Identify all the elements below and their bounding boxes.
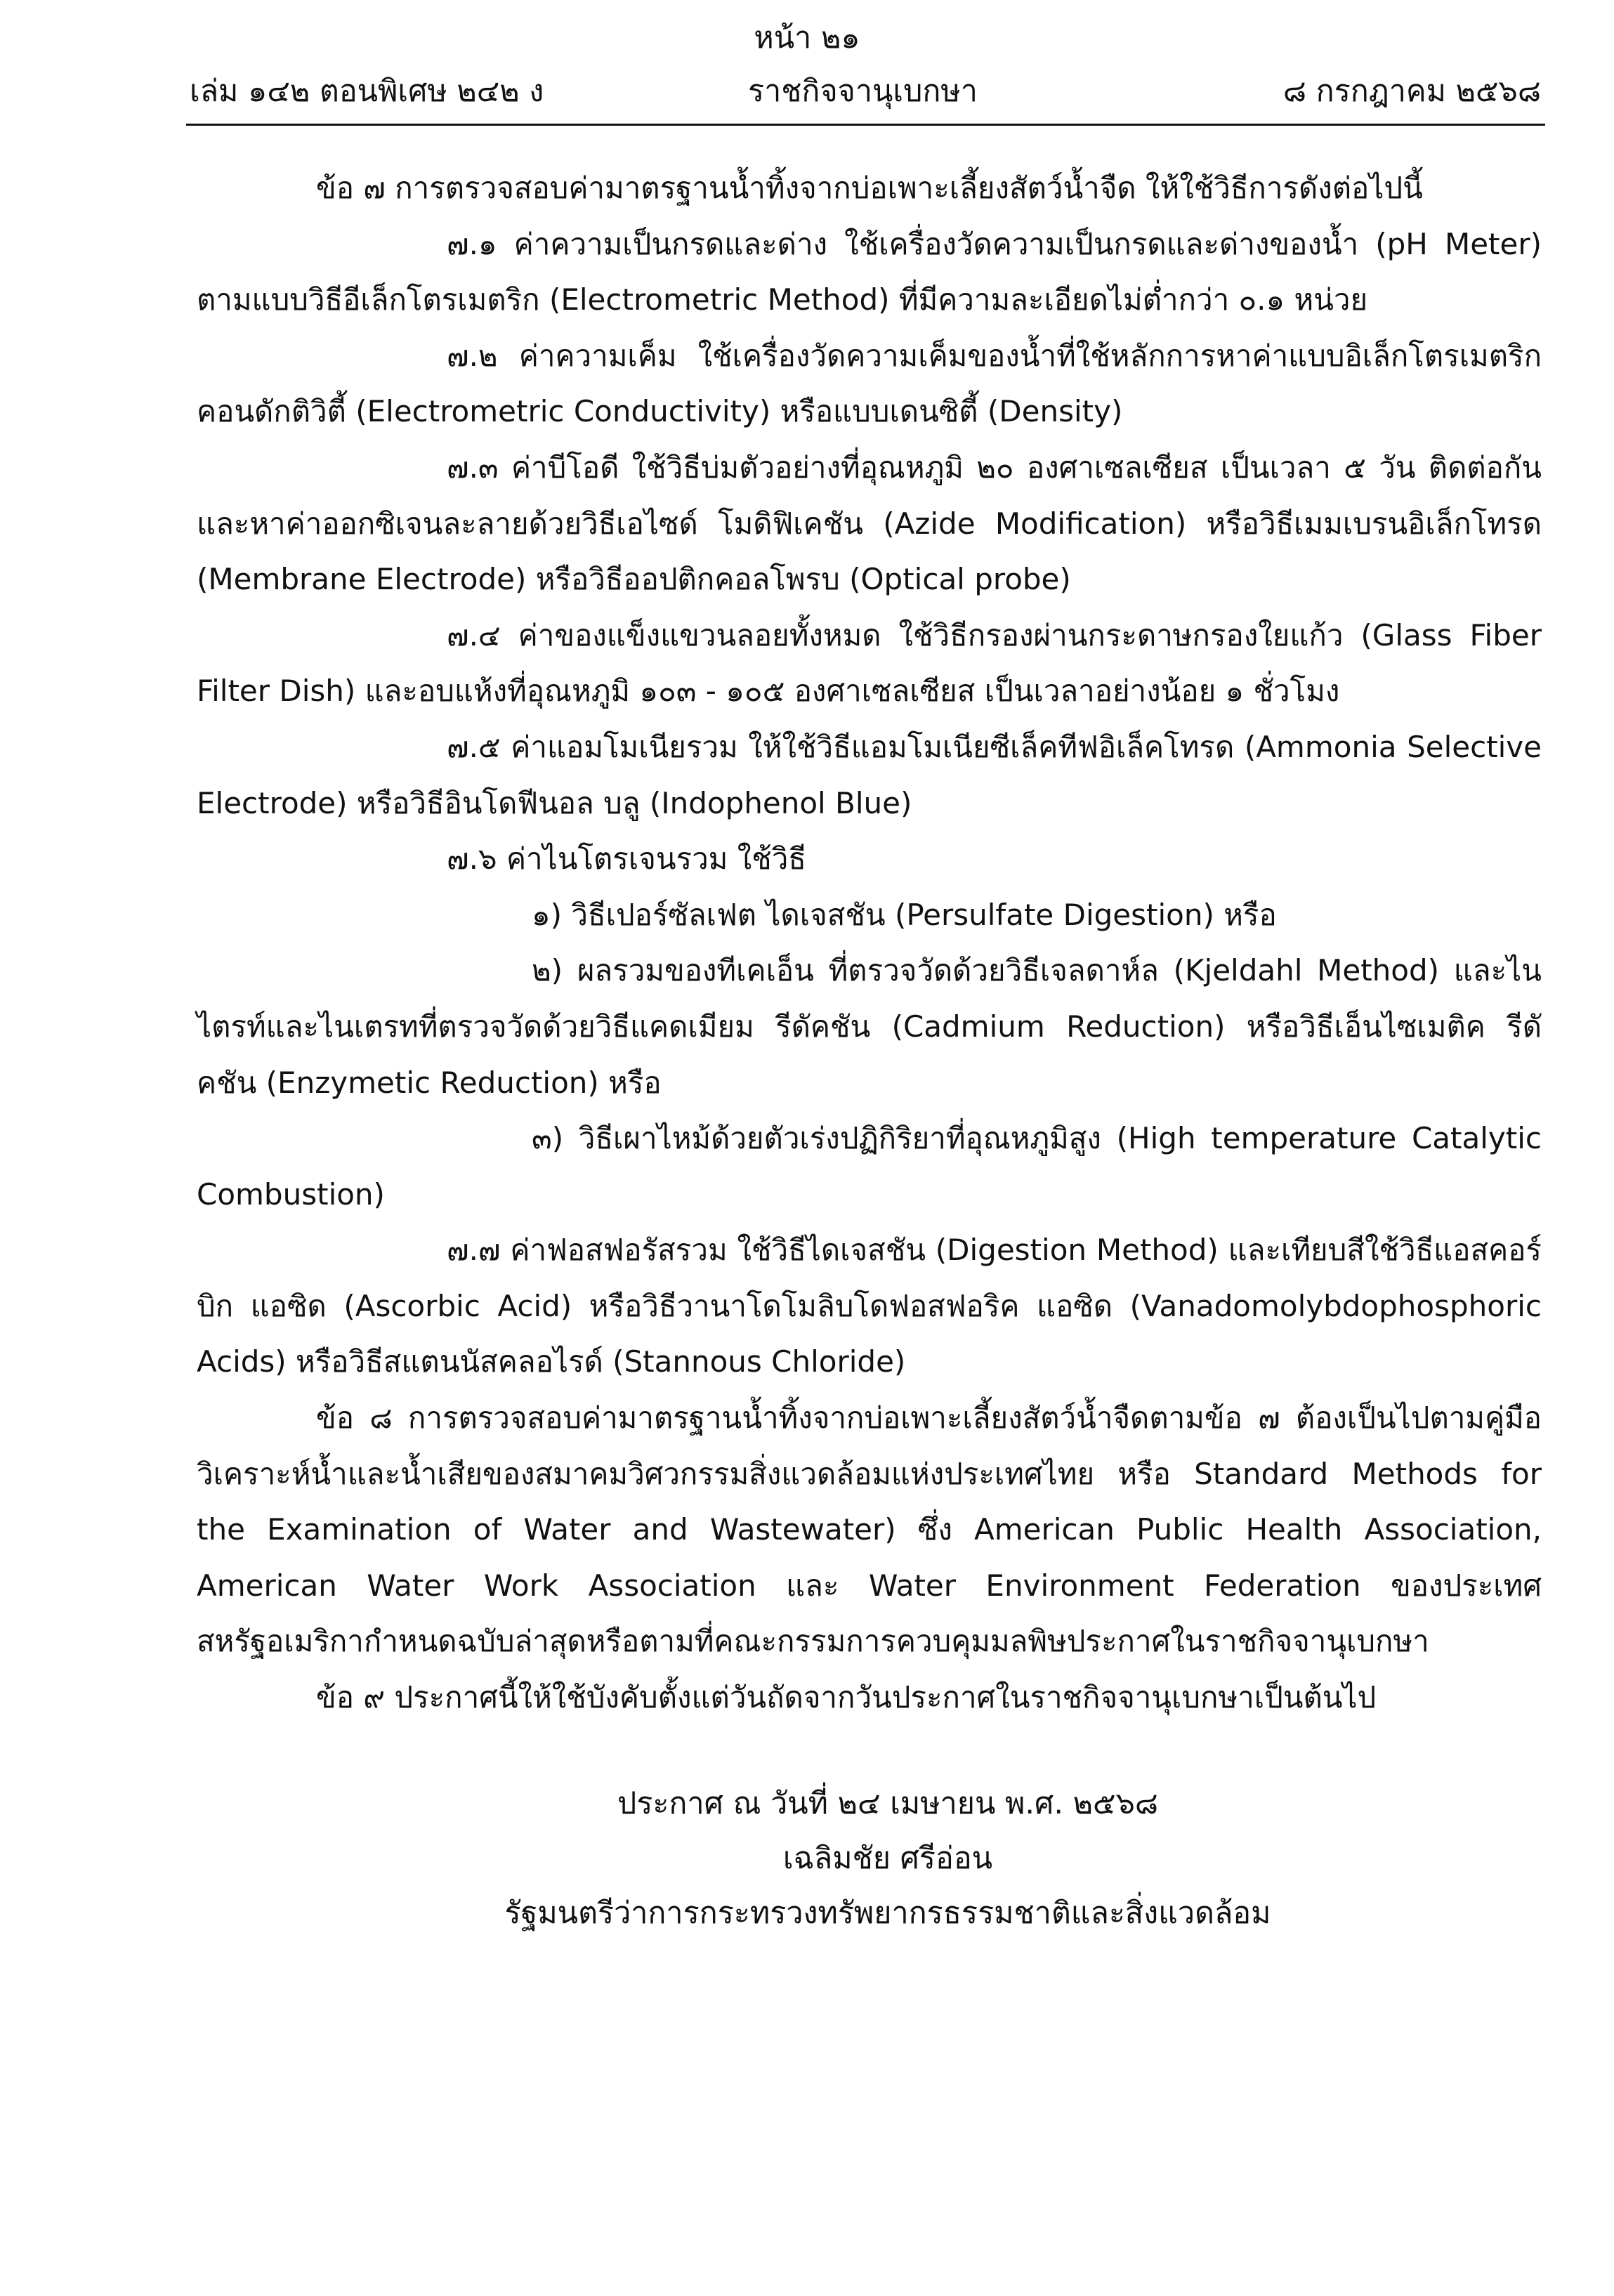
clause-7-1: ๗.๑ ค่าความเป็นกรดและด่าง ใช้เครื่องวัดความเป็นกรดและด่างของน้ำ (pH Meter) ตามแบบวิธีอีเล็กโตรเมตริก (Electrometric Method) ที่มีความละเอียดไม่ต่ำกว่า ๐.๑ หน่วย	[197, 226, 1542, 317]
clause-7-6: ๗.๖ ค่าไนโตรเจนรวม ใช้วิธี	[447, 841, 806, 877]
signatory-name: เฉลิมชัย ศรีอ่อน	[782, 1841, 993, 1876]
publication-date: ๘ กรกฎาคม ๒๕๖๘	[1282, 74, 1541, 109]
volume-issue: เล่ม ๑๔๒ ตอนพิเศษ ๒๔๒ ง	[190, 74, 544, 109]
page-number: หน้า ๒๑	[754, 20, 860, 55]
signatory-title: รัฐมนตรีว่าการกระทรวงทรัพยากรธรรมชาติและสิ่งแวดล้อม	[504, 1896, 1271, 1931]
clause-7-5: ๗.๕ ค่าแอมโมเนียรวม ให้ใช้วิธีแอมโมเนียซีเล็คทีฟอิเล็คโทรด (Ammonia Selective Electrode) หรือวิธีอินโดฟีนอล บลู (Indophenol Blue)	[197, 729, 1542, 820]
clause-7-6-item-3: ๓) วิธีเผาไหม้ด้วยตัวเร่งปฏิกิริยาที่อุณหภูมิสูง (High temperature Catalytic Combustion)	[197, 1121, 1542, 1212]
clause-7-7: ๗.๗ ค่าฟอสฟอรัสรวม ใช้วิธีไดเจสชัน (Digestion Method) และเทียบสีใช้วิธีแอสคอร์บิก แอซิด (Ascorbic Acid) หรือวิธีวานาโดโมลิบโดฟอสฟอริค แอซิด (Vanadomolybdophosphoric Acids) หรือวิธีสแตนนัสคลอไรด์ (Stannous Chloride)	[197, 1233, 1542, 1379]
clause-7-6-item-1: ๑) วิธีเปอร์ซัลเฟต ไดเจสชัน (Persulfate Digestion) หรือ	[532, 897, 1277, 932]
clause-8: ข้อ ๘ การตรวจสอบค่ามาตรฐานน้ำทิ้งจากบ่อเพาะเลี้ยงสัตว์น้ำจืดตามข้อ ๗ ต้องเป็นไปตามคู่มือวิเคราะห์น้ำและน้ำเสียของสมาคมวิศวกรรมสิ่งแวดล้อมแห่งประเทศไทย หรือ Standard Methods for the Examination of Water and Wastewater) ซึ่ง American Public Health Association, American Water Work Association และ Water Environment Federation ของประเทศสหรัฐอเมริกากำหนดฉบับล่าสุดหรือตามที่คณะกรรมการควบคุมมลพิษประกาศในราชกิจจานุเบกษา	[197, 1400, 1542, 1659]
clause-7: ข้อ ๗ การตรวจสอบค่ามาตรฐานน้ำทิ้งจากบ่อเพาะเลี้ยงสัตว์น้ำจืด ให้ใช้วิธีการดังต่อไปนี้	[316, 171, 1423, 205]
clause-7-4: ๗.๔ ค่าของแข็งแขวนลอยทั้งหมด ใช้วิธีกรองผ่านกระดาษกรองใยแก้ว (Glass Fiber Filter Dish) และอบแห้งที่อุณหภูมิ ๑๐๓ - ๑๐๕ องศาเซลเซียส เป็นเวลาอย่างน้อย ๑ ชั่วโมง	[197, 617, 1542, 709]
clause-7-3: ๗.๓ ค่าบีโอดี ใช้วิธีบ่มตัวอย่างที่อุณหภูมิ ๒๐ องศาเซลเซียส เป็นเวลา ๕ วัน ติดต่อกัน และหาค่าออกซิเจนละลายด้วยวิธีเอไซด์ โมดิฟิเคชัน (Azide Modification) หรือวิธีเมมเบรนอิเล็กโทรด (Membrane Electrode) หรือวิธีออปติกคอลโพรบ (Optical probe)	[197, 450, 1542, 597]
clause-7-2: ๗.๒ ค่าความเค็ม ใช้เครื่องวัดความเค็มของน้ำที่ใช้หลักการหาค่าแบบอิเล็กโตรเมตริก คอนดักติวิตี้ (Electrometric Conductivity) หรือแบบเดนซิตี้ (Density)	[197, 338, 1542, 429]
document-body	[197, 160, 1542, 1726]
clause-7-6-item-2: ๒) ผลรวมของทีเคเอ็น ที่ตรวจวัดด้วยวิธีเจลดาห์ล (Kjeldahl Method) และไนไตรท์และไนเตรทที่ตรวจวัดด้วยวิธีแคดเมียม รีดัคชัน (Cadmium Reduction) หรือวิธีเอ็นไซเมติค รีดัคชัน (Enzymetic Reduction) หรือ	[197, 953, 1542, 1100]
publication-name: ราชกิจจานุเบกษา	[748, 74, 978, 109]
header-rule	[186, 124, 1545, 126]
announcement-date: ประกาศ ณ วันที่ ๒๔ เมษายน พ.ศ. ๒๕๖๘	[617, 1786, 1159, 1821]
clause-9: ข้อ ๙ ประกาศนี้ให้ใช้บังคับตั้งแต่วันถัดจากวันประกาศในราชกิจจานุเบกษาเป็นต้นไป	[316, 1680, 1377, 1715]
